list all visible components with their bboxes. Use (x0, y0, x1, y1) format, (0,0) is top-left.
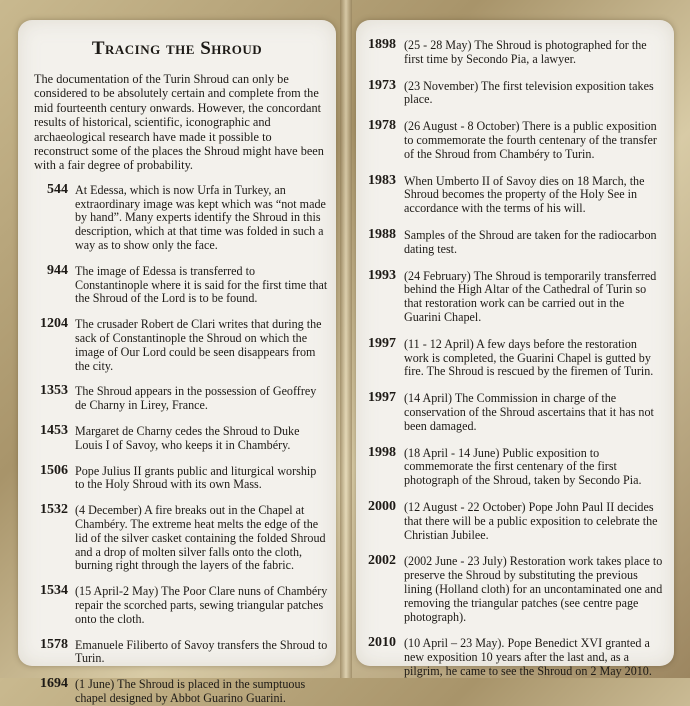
timeline-text: Emanuele Filiberto of Savoy transfers the Shroud to Turin. (75, 637, 328, 666)
timeline-year: 1993 (368, 267, 396, 283)
timeline-text: (23 November) The first television exposition takes place. (404, 78, 654, 107)
timeline-text: (4 December) A fire breaks out in the Chapel at Chambéry. The extreme heat melts the edge of the lid of the silver casket containing the folded Shroud and a drop of molten silver falls onto the cloth, burning right through the layers of the fabric. (75, 503, 326, 573)
timeline-entry (364, 79, 664, 108)
timeline-entry (32, 677, 328, 706)
timeline-entry (364, 269, 664, 325)
timeline-year: 1353 (40, 383, 68, 399)
right-page (356, 20, 674, 678)
timeline-entry (364, 500, 664, 542)
top-spacer (356, 20, 674, 38)
timeline-year: 1532 (40, 502, 68, 518)
timeline-year: 944 (47, 262, 68, 278)
timeline-year: 1973 (368, 77, 396, 93)
timeline-text: (25 - 28 May) The Shroud is photographed for the first time by Secondo Pia, a lawyer. (404, 38, 647, 66)
timeline-year: 2010 (368, 635, 396, 651)
timeline-year: 1997 (368, 390, 396, 406)
timeline-year: 1453 (40, 423, 68, 438)
timeline-year: 2002 (368, 553, 396, 569)
timeline-entry (364, 446, 664, 488)
timeline-text: At Edessa, which is now Urfa in Turkey, an extraordinary image was kept which was “not made by hand”. Many experts identify the Shroud in this description, which at that time was folded in such a way as to show only the face. (75, 182, 326, 253)
timeline-text: (1 June) The Shroud is placed in the sumptuous chapel designed by Abbot Guarino Guarini. (75, 677, 306, 705)
left-timeline (18, 183, 336, 706)
timeline-year: 1983 (368, 172, 396, 188)
timeline-year: 544 (47, 181, 68, 197)
timeline-year: 1998 (368, 444, 396, 460)
timeline-entry (364, 38, 664, 67)
timeline-year: 1997 (368, 335, 396, 351)
timeline-text: (26 August - 8 October) There is a public exposition to commemorate the fourth centenary of the transfer of the Shroud from Chambéry to Turin. (404, 119, 657, 161)
timeline-year: 1204 (40, 316, 68, 332)
timeline-year: 1506 (40, 462, 68, 478)
timeline-entry (364, 554, 664, 624)
timeline-entry (32, 183, 328, 253)
page-title: Tracing the Shroud (91, 38, 263, 59)
timeline-text: The crusader Robert de Clari writes that during the sack of Constantinople the Shroud on which the image of Our Lord could be seen disappears from the city. (75, 317, 322, 373)
timeline-year: 1534 (40, 583, 68, 599)
timeline-text: (12 August - 22 October) Pope John Paul II decides that there will be a public exposition to celebrate the Christian Jubilee. (404, 499, 658, 542)
timeline-entry (364, 174, 664, 216)
timeline-text: Pope Julius II grants public and liturgical worship to the Holy Shroud with its own Mass. (75, 463, 317, 492)
timeline-entry (364, 119, 664, 161)
timeline-entry (364, 391, 664, 433)
timeline-text: The Shroud appears in the possession of Geoffrey de Charny in Lirey, France. (75, 384, 317, 413)
timeline-text: (18 April - 14 June) Public exposition to commemorate the first centenary of the first photograph of the Shroud, taken by Secondo Pia. (404, 445, 642, 488)
page-fold (340, 0, 352, 678)
timeline-year: 1898 (368, 37, 396, 52)
timeline-year: 1578 (40, 636, 68, 652)
timeline-text: (14 April) The Commission in charge of the conservation of the Shroud ascertains that it has not been damaged. (404, 391, 654, 433)
right-timeline (356, 38, 674, 679)
timeline-text: (24 February) The Shroud is temporarily transferred behind the High Altar of the Cathedral of Turin so that restoration work can be carried out in the Guarini Chapel. (404, 268, 657, 324)
timeline-entry (364, 337, 664, 379)
timeline-entry (32, 384, 328, 413)
timeline-text: (10 April – 23 May). Pope Benedict XVI granted a new exposition 10 years after the last and, as a pilgrim, he came to see the Shroud on 2 May 2010. (404, 636, 652, 678)
timeline-entry (32, 584, 328, 626)
timeline-year: 1988 (368, 226, 396, 242)
timeline-entry (32, 317, 328, 373)
timeline-entry (32, 424, 328, 453)
timeline-entry (364, 228, 664, 257)
timeline-entry (32, 264, 328, 306)
timeline-entry (32, 638, 328, 667)
timeline-text: Margaret de Charny cedes the Shroud to Duke Louis I of Savoy, who keeps it in Chambéry. (75, 424, 300, 452)
timeline-entry (32, 464, 328, 493)
timeline-text: Samples of the Shroud are taken for the radiocarbon dating test. (404, 227, 657, 256)
timeline-text: (2002 June - 23 July) Restoration work takes place to preserve the Shroud by substituting the previous lining (Holland cloth) for an uncontaminated one and removing the triangular patches (see centre page photograph). (404, 554, 663, 624)
timeline-year: 1694 (40, 676, 68, 692)
timeline-text: The image of Edessa is transferred to Constantinople where it is said for the first time that the Shroud of the Lord is to be found. (75, 263, 328, 306)
timeline-text: When Umberto II of Savoy dies on 18 March, the Shroud becomes the property of the Holy See in accordance with the terms of his will. (404, 173, 645, 216)
timeline-entry (364, 636, 664, 678)
timeline-text: (15 April-2 May) The Poor Clare nuns of Chambéry repair the scorched parts, sewing triangular patches onto the cloth. (75, 584, 328, 626)
timeline-year: 2000 (368, 498, 396, 514)
left-page (18, 20, 336, 705)
timeline-entry (32, 503, 328, 573)
intro-paragraph: The documentation of the Turin Shroud can only be considered to be absolutely certain and complete from the mid fourteenth century onwards. However, the concordant results of historical, scientific, iconographic and archaeological research have made it possible to reconstruct some of the places the Shroud might have been with a fair degree of probability. (34, 72, 324, 173)
timeline-text: (11 - 12 April) A few days before the restoration work is completed, the Guarini Chapel is gutted by fire. The Shroud is rescued by the firemen of Turin. (404, 336, 654, 379)
timeline-year: 1978 (368, 118, 396, 134)
